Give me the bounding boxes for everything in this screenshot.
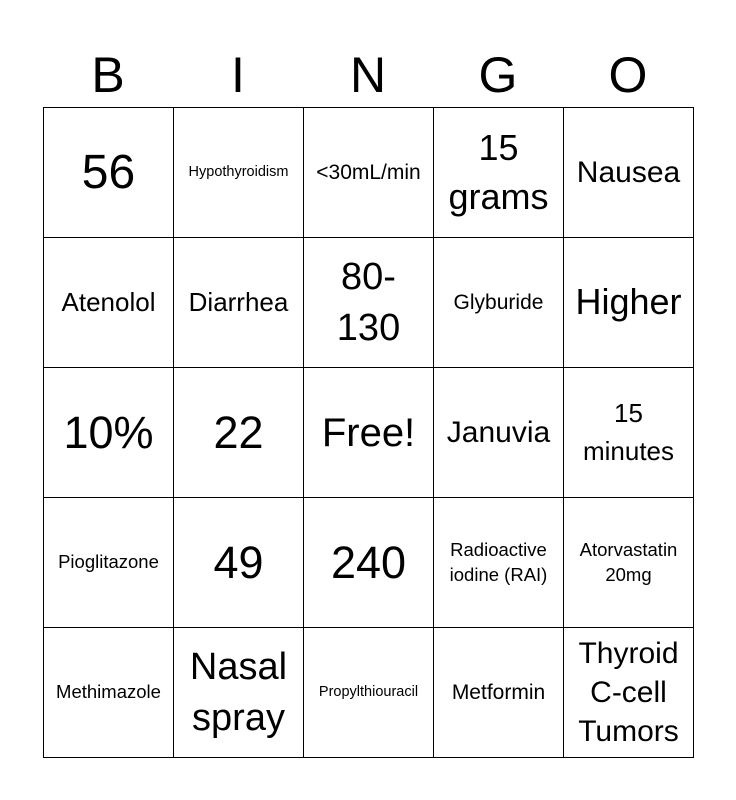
cell-text: 15 grams	[448, 126, 549, 217]
bingo-cell-r3-c1[interactable]	[44, 368, 174, 498]
cell-text: Glyburide	[453, 290, 544, 314]
bingo-board	[43, 107, 694, 758]
header-letter-g: G	[478, 47, 518, 103]
bingo-cell-r2-c1[interactable]	[44, 238, 174, 368]
cell-text: Nausea	[576, 155, 681, 189]
cell-text: Radioactive iodine (RAI)	[449, 538, 548, 585]
bingo-cell-r2-c4[interactable]	[434, 238, 564, 368]
cell-text: Higher	[575, 281, 682, 323]
cell-text: Hypothyroidism	[188, 164, 289, 181]
bingo-cell-r2-c2[interactable]	[174, 238, 304, 368]
bingo-cell-r3-c3[interactable]	[304, 368, 434, 498]
bingo-cell-r5-c2[interactable]	[174, 628, 304, 758]
bingo-cell-r4-c3[interactable]	[304, 498, 434, 628]
bingo-cell-r2-c5[interactable]	[564, 238, 694, 368]
cell-text: Methimazole	[56, 681, 161, 703]
cell-text: Metformin	[451, 680, 546, 704]
cell-text: Januvia	[446, 415, 551, 449]
cell-text: 49	[213, 536, 264, 588]
bingo-cell-r1-c1[interactable]	[44, 108, 174, 238]
cell-text: Thyroid C-cell Tumors	[578, 637, 679, 748]
bingo-header	[43, 42, 693, 108]
bingo-cell-r5-c1[interactable]	[44, 628, 174, 758]
header-letter-b: B	[91, 47, 125, 103]
cell-text: Free!	[321, 410, 416, 455]
cell-text: 56	[81, 145, 136, 199]
bingo-cell-r4-c4[interactable]	[434, 498, 564, 628]
cell-text: 22	[213, 406, 264, 458]
cell-text: 240	[330, 536, 407, 588]
cell-text: 80-130	[336, 256, 401, 349]
bingo-cell-r4-c1[interactable]	[44, 498, 174, 628]
cell-text: Pioglitazone	[58, 551, 159, 573]
bingo-cell-r1-c5[interactable]	[564, 108, 694, 238]
bingo-cell-r1-c4[interactable]	[434, 108, 564, 238]
cell-text: Diarrhea	[188, 286, 289, 317]
bingo-cell-r3-c5[interactable]	[564, 368, 694, 498]
bingo-cell-r3-c4[interactable]	[434, 368, 564, 498]
cell-text: Atorvastatin 20mg	[579, 538, 678, 585]
cell-text: 10%	[63, 406, 154, 458]
bingo-cell-r5-c5[interactable]	[564, 628, 694, 758]
bingo-cell-r1-c3[interactable]	[304, 108, 434, 238]
bingo-cell-r4-c2[interactable]	[174, 498, 304, 628]
header-letter-n: N	[349, 47, 387, 103]
cell-text: Atenolol	[61, 286, 156, 317]
cell-text: <30mL/min	[316, 160, 421, 184]
bingo-cell-r2-c3[interactable]	[304, 238, 434, 368]
bingo-cell-r5-c4[interactable]	[434, 628, 564, 758]
bingo-cell-r1-c2[interactable]	[174, 108, 304, 238]
bingo-cell-r3-c2[interactable]	[174, 368, 304, 498]
cell-text: Propylthiouracil	[318, 684, 419, 701]
cell-text: 15 minutes	[582, 397, 675, 466]
header-letter-o: O	[608, 47, 648, 103]
cell-text: Nasal spray	[189, 646, 288, 739]
bingo-cell-r4-c5[interactable]	[564, 498, 694, 628]
bingo-cell-r5-c3[interactable]	[304, 628, 434, 758]
header-letter-i: I	[231, 47, 245, 103]
